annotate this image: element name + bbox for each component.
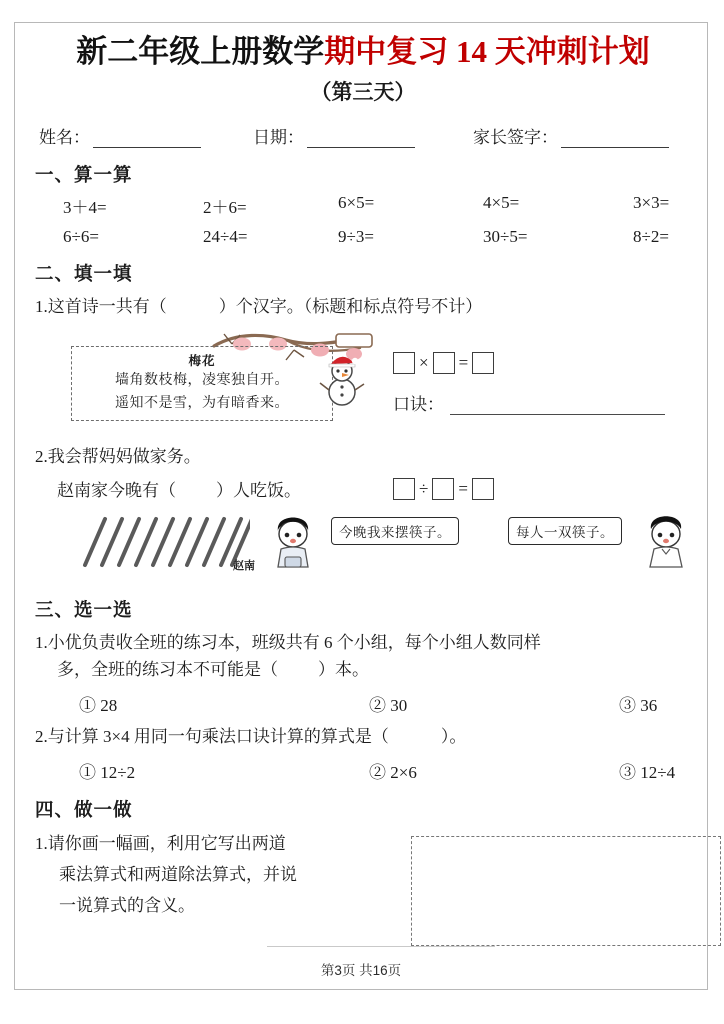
option-item[interactable]: ① 28 (79, 696, 118, 715)
page-title (33, 29, 693, 75)
option-item[interactable]: ③ 12÷4 (619, 763, 676, 782)
date-input-line[interactable] (307, 130, 415, 148)
section2-q1-text (33, 293, 693, 320)
poem-card (71, 346, 333, 421)
arithmetic-problem[interactable]: 9÷3= (338, 227, 374, 246)
signature-input-line[interactable] (561, 130, 669, 148)
q1-equation-area (393, 352, 693, 415)
option-item[interactable]: ③ 36 (619, 696, 658, 715)
q2-number: 2. (35, 447, 48, 466)
option-item[interactable]: ② 30 (369, 696, 408, 715)
q1-text-before: 这首诗一共有（ (47, 297, 167, 316)
s4-q1-line3: 一说算式的含义。 (59, 896, 195, 915)
drawing-answer-box[interactable] (411, 836, 721, 946)
s4-q1-line2: 乘法算式和两道除法算式，并说 (59, 865, 297, 884)
poem-illustration-row (33, 324, 693, 436)
arithmetic-grid (33, 193, 693, 247)
title-red-part: 期中复习 14 天冲刺计划 (324, 34, 650, 69)
equation-box-1[interactable] (393, 352, 415, 374)
arithmetic-problem[interactable]: 2＋6= (203, 198, 247, 217)
s3-q1-text-before: 多，全班的练习本不可能是（ (57, 660, 278, 679)
section3-q2-text (33, 723, 693, 750)
s4-q1-line1: 请你画一幅画，利用它写出两道 (47, 834, 286, 853)
poem-line-2: 遥知不是雪，为有暗香来。 (115, 396, 289, 411)
s3-q1-text-after: ）本。 (318, 660, 369, 679)
page-footer: 第3页 共16页 (320, 963, 402, 978)
arithmetic-problem[interactable]: 30÷5= (483, 227, 528, 246)
poem-line-1: 墙角数枝梅，凌寒独自开。 (115, 373, 289, 388)
option-item[interactable]: ① 12÷2 (79, 763, 136, 782)
s3-q1-line1-text: 小优负责收全班的练习本，班级共有 6 个小组，每个小组人数同样 (47, 633, 541, 652)
arithmetic-problem[interactable]: 8÷2= (633, 227, 669, 246)
divide-operator: ÷ (419, 478, 429, 498)
arithmetic-problem[interactable]: 6÷6= (63, 227, 99, 246)
speech-bubble-right: 每人一双筷子。 (508, 517, 622, 545)
section-2-heading: 二、填一填 (35, 265, 133, 285)
section-1-heading: 一、算一算 (35, 166, 133, 186)
name-input-line[interactable] (93, 130, 201, 148)
snowman-icon (319, 352, 365, 413)
arithmetic-problem[interactable]: 6×5= (338, 193, 375, 212)
s3-q1-number: 1. (35, 633, 48, 652)
q2-text-before: 赵南家今晚有（ (57, 481, 176, 500)
worksheet-page (14, 22, 708, 990)
arithmetic-problem[interactable]: 3＋4= (63, 198, 107, 217)
s3-q2-number: 2. (35, 727, 48, 746)
footer-divider (267, 946, 495, 947)
chopsticks-illustration-row (33, 507, 693, 583)
division-box-3[interactable] (472, 478, 494, 500)
equals-operator: = (458, 353, 469, 372)
signature-field-group (473, 123, 669, 148)
title-black-part: 新二年级上册数学 (76, 34, 325, 69)
q2-line1-text: 我会帮妈妈做家务。 (47, 447, 201, 466)
equation-box-3[interactable] (472, 352, 494, 374)
s3-q2-text-after: ）。 (440, 727, 467, 746)
date-label: 日期： (253, 128, 304, 147)
chopsticks-icon (75, 513, 250, 578)
q1-number: 1. (35, 297, 48, 316)
arithmetic-problem[interactable]: 24÷4= (203, 227, 248, 246)
division-equation (393, 478, 494, 500)
section4-task-row (33, 828, 693, 950)
page-subtitle: （第三天） (310, 80, 416, 104)
character-name-label: 赵南 (233, 560, 255, 572)
section-3-heading: 三、选一选 (35, 601, 133, 621)
section3-q1-line2 (33, 656, 693, 683)
section2-q2-line2 (33, 476, 693, 501)
arithmetic-problem[interactable]: 4×5= (483, 193, 520, 212)
equation-box-2[interactable] (433, 352, 455, 374)
option-item[interactable]: ② 2×6 (369, 763, 417, 782)
speech-bubble-left: 今晚我来摆筷子。 (331, 517, 459, 545)
division-box-2[interactable] (432, 478, 454, 500)
poem-title: 梅花 (188, 354, 216, 368)
multiplication-equation (393, 352, 693, 374)
multiply-operator: × (419, 353, 429, 372)
division-equals-operator: = (458, 478, 468, 498)
s4-q1-number: 1. (35, 834, 48, 853)
section-4-heading: 四、做一做 (35, 801, 133, 821)
division-box-1[interactable] (393, 478, 415, 500)
section3-q1-options (33, 691, 693, 716)
boy-character-left-icon (265, 509, 321, 578)
section3-q2-options (33, 758, 693, 783)
section2-q2-line1 (33, 443, 693, 470)
q1-text-after: ）个汉字。（标题和标点符号不计） (218, 297, 483, 316)
rhyme-answer-row (393, 390, 693, 415)
name-field-group (39, 123, 201, 148)
boy-character-right-icon (638, 509, 694, 578)
date-field-group (253, 123, 415, 148)
student-info-row (33, 123, 693, 148)
q2-text-after: ）人吃饭。 (216, 481, 301, 500)
signature-label: 家长签字： (473, 128, 558, 147)
rhyme-label: 口诀： (393, 395, 444, 414)
name-label: 姓名： (39, 128, 90, 147)
rhyme-input-line[interactable] (450, 398, 665, 415)
arithmetic-problem[interactable]: 3×3= (633, 193, 670, 212)
s3-q2-text-before: 与计算 3×4 用同一句乘法口诀计算的算式是（ (47, 727, 389, 746)
section4-q1-text (35, 828, 380, 921)
section3-q1-line1 (33, 629, 693, 656)
